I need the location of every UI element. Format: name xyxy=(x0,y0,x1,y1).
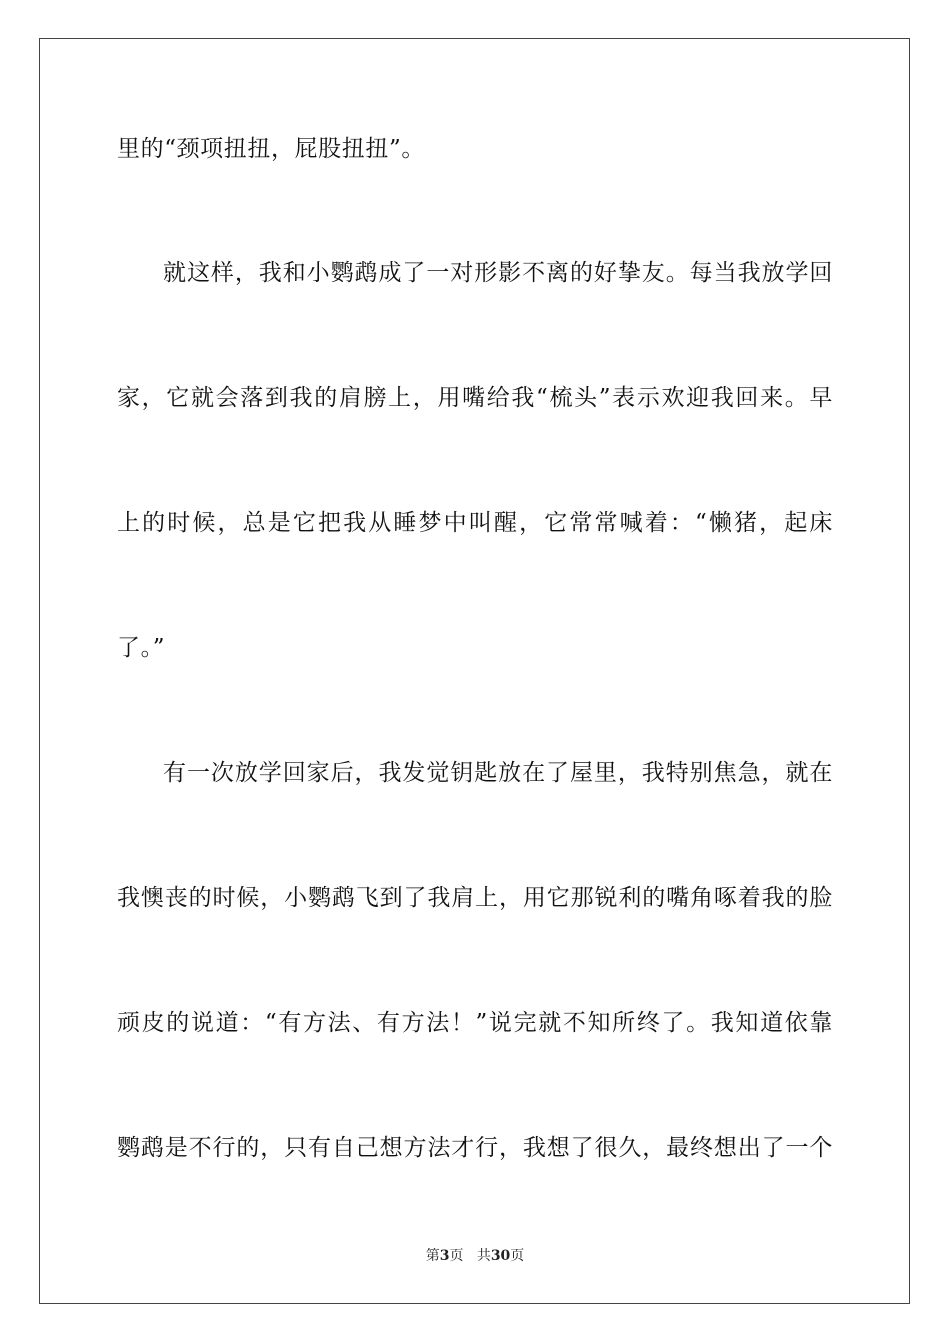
page-prefix: 第 xyxy=(425,1248,440,1264)
text-line-3: 家，它就会落到我的肩膀上，用嘴给我“梳头”表示欢迎我回来。早 xyxy=(117,385,833,411)
text-line-2: 就这样，我和小鹦鹉成了一对形影不离的好挚友。每当我放学回 xyxy=(163,260,833,286)
text-line-4: 上的时候，总是它把我从睡梦中叫醒，它常常喊着：“懒猪，起床 xyxy=(117,510,833,536)
text-line-6: 有一次放学回家后，我发觉钥匙放在了屋里，我特别焦急，就在 xyxy=(163,760,833,786)
page-suffix: 页 xyxy=(449,1248,464,1264)
text-line-9: 鹦鹉是不行的，只有自己想方法才行，我想了很久，最终想出了一个 xyxy=(117,1135,833,1161)
page-border xyxy=(39,38,910,1304)
total-prefix: 共 xyxy=(476,1248,491,1264)
page-footer xyxy=(0,1246,950,1266)
text-line-1: 里的“颈项扭扭，屁股扭扭”。 xyxy=(117,136,425,162)
total-pages: 30 xyxy=(490,1248,511,1264)
text-line-7: 我懊丧的时候，小鹦鹉飞到了我肩上，用它那锐利的嘴角啄着我的脸 xyxy=(117,885,833,911)
page-number: 3 xyxy=(439,1248,450,1264)
total-suffix: 页 xyxy=(510,1248,525,1264)
text-line-5: 了。” xyxy=(117,635,166,661)
text-line-8: 顽皮的说道：“有方法、有方法！”说完就不知所终了。我知道依靠 xyxy=(117,1010,833,1036)
